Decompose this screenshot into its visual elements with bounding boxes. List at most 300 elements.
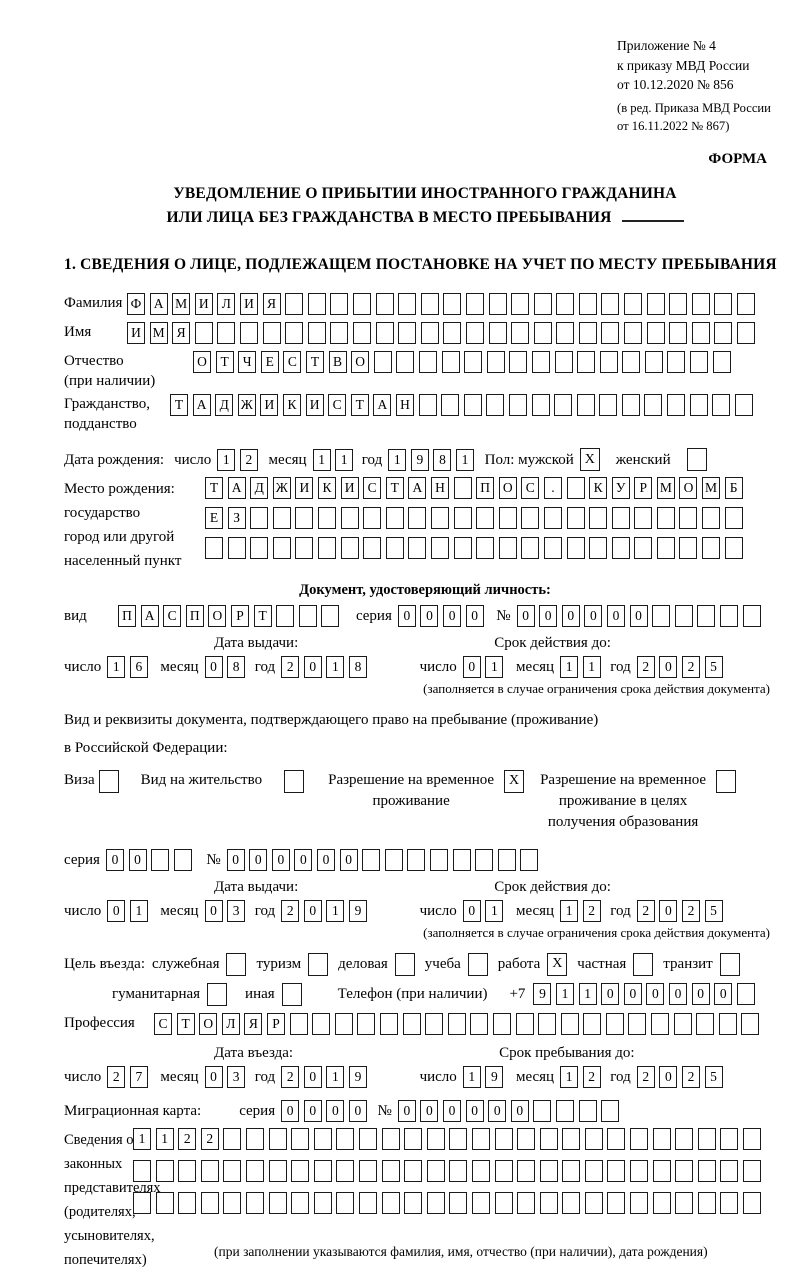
- char-box[interactable]: 1: [560, 1066, 578, 1088]
- char-box[interactable]: 0: [601, 983, 619, 1005]
- char-box[interactable]: М: [657, 477, 675, 499]
- char-box[interactable]: 2: [637, 900, 655, 922]
- char-box[interactable]: [644, 394, 662, 416]
- purpose-business-checkbox[interactable]: [395, 953, 415, 976]
- char-box[interactable]: [725, 507, 743, 529]
- char-box[interactable]: 2: [682, 656, 700, 678]
- char-box[interactable]: [713, 351, 731, 373]
- char-box[interactable]: [511, 322, 529, 344]
- char-box[interactable]: 0: [304, 900, 322, 922]
- char-box[interactable]: 5: [705, 656, 723, 678]
- char-box[interactable]: И: [306, 394, 324, 416]
- char-box[interactable]: [702, 537, 720, 559]
- char-box[interactable]: 1: [130, 900, 148, 922]
- char-box[interactable]: [579, 322, 597, 344]
- char-box[interactable]: 0: [443, 605, 461, 627]
- char-box[interactable]: [579, 1100, 597, 1122]
- char-box[interactable]: [630, 1192, 648, 1214]
- char-box[interactable]: [647, 293, 665, 315]
- char-box[interactable]: [667, 394, 685, 416]
- char-box[interactable]: [449, 1128, 467, 1150]
- char-box[interactable]: [476, 507, 494, 529]
- char-box[interactable]: М: [172, 293, 190, 315]
- char-box[interactable]: [645, 351, 663, 373]
- char-box[interactable]: Р: [231, 605, 249, 627]
- char-box[interactable]: [174, 849, 192, 871]
- char-box[interactable]: [737, 983, 755, 1005]
- char-box[interactable]: 0: [304, 1066, 322, 1088]
- char-box[interactable]: [321, 605, 339, 627]
- char-box[interactable]: [217, 322, 235, 344]
- char-box[interactable]: [314, 1128, 332, 1150]
- temp-residence-edu-checkbox[interactable]: [716, 770, 736, 793]
- char-box[interactable]: 2: [637, 1066, 655, 1088]
- char-box[interactable]: [273, 537, 291, 559]
- char-box[interactable]: П: [476, 477, 494, 499]
- char-box[interactable]: А: [228, 477, 246, 499]
- char-box[interactable]: Л: [217, 293, 235, 315]
- char-box[interactable]: [386, 507, 404, 529]
- char-box[interactable]: [336, 1192, 354, 1214]
- char-box[interactable]: 1: [107, 656, 125, 678]
- char-box[interactable]: [449, 1160, 467, 1182]
- char-box[interactable]: А: [150, 293, 168, 315]
- char-box[interactable]: [421, 322, 439, 344]
- char-box[interactable]: [735, 394, 753, 416]
- char-box[interactable]: [318, 507, 336, 529]
- char-box[interactable]: [532, 394, 550, 416]
- char-box[interactable]: [398, 322, 416, 344]
- char-box[interactable]: [318, 537, 336, 559]
- char-box[interactable]: 0: [511, 1100, 529, 1122]
- purpose-other-checkbox[interactable]: [282, 983, 302, 1006]
- char-box[interactable]: [425, 1013, 443, 1035]
- char-box[interactable]: [431, 537, 449, 559]
- char-box[interactable]: 5: [705, 900, 723, 922]
- char-box[interactable]: [419, 351, 437, 373]
- char-box[interactable]: [622, 351, 640, 373]
- char-box[interactable]: [533, 1100, 551, 1122]
- char-box[interactable]: [246, 1160, 264, 1182]
- char-box[interactable]: [382, 1128, 400, 1150]
- char-box[interactable]: [696, 1013, 714, 1035]
- char-box[interactable]: 0: [714, 983, 732, 1005]
- char-box[interactable]: 1: [326, 1066, 344, 1088]
- char-box[interactable]: [743, 605, 761, 627]
- char-box[interactable]: [493, 1013, 511, 1035]
- char-box[interactable]: 8: [349, 656, 367, 678]
- char-box[interactable]: .: [544, 477, 562, 499]
- char-box[interactable]: Ф: [127, 293, 145, 315]
- char-box[interactable]: [357, 1013, 375, 1035]
- char-box[interactable]: 0: [317, 849, 335, 871]
- char-box[interactable]: [431, 507, 449, 529]
- char-box[interactable]: Ж: [273, 477, 291, 499]
- char-box[interactable]: Д: [215, 394, 233, 416]
- char-box[interactable]: 0: [205, 900, 223, 922]
- char-box[interactable]: [743, 1128, 761, 1150]
- char-box[interactable]: [647, 322, 665, 344]
- char-box[interactable]: [600, 351, 618, 373]
- char-box[interactable]: 2: [682, 900, 700, 922]
- char-box[interactable]: [404, 1160, 422, 1182]
- char-box[interactable]: Е: [205, 507, 223, 529]
- char-box[interactable]: [408, 537, 426, 559]
- char-box[interactable]: А: [141, 605, 159, 627]
- char-box[interactable]: 0: [349, 1100, 367, 1122]
- char-box[interactable]: Д: [250, 477, 268, 499]
- char-box[interactable]: [607, 1160, 625, 1182]
- char-box[interactable]: [517, 1160, 535, 1182]
- char-box[interactable]: [562, 1192, 580, 1214]
- char-box[interactable]: 2: [201, 1128, 219, 1150]
- char-box[interactable]: 9: [349, 900, 367, 922]
- char-box[interactable]: 0: [659, 900, 677, 922]
- char-box[interactable]: [363, 537, 381, 559]
- char-box[interactable]: [487, 351, 505, 373]
- char-box[interactable]: Т: [386, 477, 404, 499]
- char-box[interactable]: 0: [669, 983, 687, 1005]
- char-box[interactable]: У: [612, 477, 630, 499]
- char-box[interactable]: [250, 537, 268, 559]
- char-box[interactable]: [359, 1128, 377, 1150]
- char-box[interactable]: [466, 322, 484, 344]
- char-box[interactable]: [291, 1128, 309, 1150]
- char-box[interactable]: [562, 1160, 580, 1182]
- char-box[interactable]: 1: [388, 449, 406, 471]
- char-box[interactable]: [624, 293, 642, 315]
- char-box[interactable]: [714, 293, 732, 315]
- char-box[interactable]: [589, 537, 607, 559]
- char-box[interactable]: [634, 537, 652, 559]
- char-box[interactable]: [567, 537, 585, 559]
- char-box[interactable]: [675, 1192, 693, 1214]
- char-box[interactable]: [341, 507, 359, 529]
- char-box[interactable]: [486, 394, 504, 416]
- char-box[interactable]: [511, 293, 529, 315]
- char-box[interactable]: 0: [398, 605, 416, 627]
- char-box[interactable]: [628, 1013, 646, 1035]
- char-box[interactable]: [353, 322, 371, 344]
- char-box[interactable]: Т: [216, 351, 234, 373]
- char-box[interactable]: [534, 322, 552, 344]
- char-box[interactable]: [246, 1192, 264, 1214]
- char-box[interactable]: [601, 322, 619, 344]
- char-box[interactable]: И: [127, 322, 145, 344]
- char-box[interactable]: П: [186, 605, 204, 627]
- char-box[interactable]: 0: [562, 605, 580, 627]
- char-box[interactable]: [561, 1013, 579, 1035]
- char-box[interactable]: 1: [335, 449, 353, 471]
- char-box[interactable]: [376, 322, 394, 344]
- char-box[interactable]: 1: [485, 900, 503, 922]
- char-box[interactable]: [285, 293, 303, 315]
- purpose-work-checkbox[interactable]: X: [547, 953, 567, 976]
- char-box[interactable]: Т: [351, 394, 369, 416]
- char-box[interactable]: З: [228, 507, 246, 529]
- char-box[interactable]: [443, 322, 461, 344]
- char-box[interactable]: [653, 1128, 671, 1150]
- char-box[interactable]: 9: [349, 1066, 367, 1088]
- char-box[interactable]: [521, 507, 539, 529]
- char-box[interactable]: 8: [227, 656, 245, 678]
- char-box[interactable]: [291, 1160, 309, 1182]
- char-box[interactable]: [690, 394, 708, 416]
- char-box[interactable]: Н: [431, 477, 449, 499]
- char-box[interactable]: [228, 537, 246, 559]
- char-box[interactable]: Е: [261, 351, 279, 373]
- char-box[interactable]: 9: [533, 983, 551, 1005]
- char-box[interactable]: 0: [443, 1100, 461, 1122]
- char-box[interactable]: [314, 1192, 332, 1214]
- char-box[interactable]: [363, 507, 381, 529]
- char-box[interactable]: 8: [433, 449, 451, 471]
- char-box[interactable]: [585, 1192, 603, 1214]
- char-box[interactable]: [454, 537, 472, 559]
- char-box[interactable]: [299, 605, 317, 627]
- char-box[interactable]: М: [150, 322, 168, 344]
- char-box[interactable]: [308, 293, 326, 315]
- char-box[interactable]: [517, 1192, 535, 1214]
- char-box[interactable]: 1: [579, 983, 597, 1005]
- char-box[interactable]: 1: [456, 449, 474, 471]
- char-box[interactable]: [585, 1128, 603, 1150]
- char-box[interactable]: [386, 537, 404, 559]
- char-box[interactable]: [295, 507, 313, 529]
- sex-male-checkbox[interactable]: X: [580, 448, 600, 471]
- char-box[interactable]: 2: [583, 900, 601, 922]
- char-box[interactable]: [697, 605, 715, 627]
- char-box[interactable]: Н: [396, 394, 414, 416]
- char-box[interactable]: [470, 1013, 488, 1035]
- char-box[interactable]: [556, 293, 574, 315]
- char-box[interactable]: [692, 293, 710, 315]
- char-box[interactable]: О: [193, 351, 211, 373]
- char-box[interactable]: В: [329, 351, 347, 373]
- char-box[interactable]: [263, 322, 281, 344]
- char-box[interactable]: 0: [398, 1100, 416, 1122]
- char-box[interactable]: 2: [240, 449, 258, 471]
- char-box[interactable]: 0: [107, 900, 125, 922]
- char-box[interactable]: А: [408, 477, 426, 499]
- char-box[interactable]: 1: [583, 656, 601, 678]
- char-box[interactable]: [291, 1192, 309, 1214]
- char-box[interactable]: [601, 1100, 619, 1122]
- char-box[interactable]: Т: [306, 351, 324, 373]
- char-box[interactable]: [382, 1192, 400, 1214]
- char-box[interactable]: 9: [485, 1066, 503, 1088]
- char-box[interactable]: 0: [463, 900, 481, 922]
- char-box[interactable]: [674, 1013, 692, 1035]
- char-box[interactable]: [353, 293, 371, 315]
- char-box[interactable]: [156, 1160, 174, 1182]
- char-box[interactable]: 1: [326, 900, 344, 922]
- char-box[interactable]: [622, 394, 640, 416]
- char-box[interactable]: 2: [281, 900, 299, 922]
- char-box[interactable]: О: [679, 477, 697, 499]
- char-box[interactable]: [698, 1160, 716, 1182]
- char-box[interactable]: 0: [607, 605, 625, 627]
- char-box[interactable]: [273, 507, 291, 529]
- char-box[interactable]: [454, 507, 472, 529]
- char-box[interactable]: [472, 1128, 490, 1150]
- char-box[interactable]: 0: [129, 849, 147, 871]
- char-box[interactable]: [698, 1192, 716, 1214]
- char-box[interactable]: [404, 1192, 422, 1214]
- char-box[interactable]: [223, 1192, 241, 1214]
- temp-residence-checkbox[interactable]: X: [504, 770, 524, 793]
- char-box[interactable]: [396, 351, 414, 373]
- char-box[interactable]: [472, 1192, 490, 1214]
- char-box[interactable]: [308, 322, 326, 344]
- char-box[interactable]: [737, 322, 755, 344]
- char-box[interactable]: [427, 1128, 445, 1150]
- sex-female-checkbox[interactable]: [687, 448, 707, 471]
- char-box[interactable]: [585, 1160, 603, 1182]
- char-box[interactable]: [374, 351, 392, 373]
- char-box[interactable]: [464, 394, 482, 416]
- char-box[interactable]: [577, 394, 595, 416]
- char-box[interactable]: Т: [254, 605, 272, 627]
- char-box[interactable]: [509, 394, 527, 416]
- char-box[interactable]: [330, 322, 348, 344]
- char-box[interactable]: 0: [517, 605, 535, 627]
- char-box[interactable]: [690, 351, 708, 373]
- char-box[interactable]: 0: [659, 1066, 677, 1088]
- char-box[interactable]: [419, 394, 437, 416]
- char-box[interactable]: Ч: [238, 351, 256, 373]
- char-box[interactable]: Р: [634, 477, 652, 499]
- char-box[interactable]: [692, 322, 710, 344]
- char-box[interactable]: [540, 1192, 558, 1214]
- char-box[interactable]: [720, 1128, 738, 1150]
- char-box[interactable]: [427, 1192, 445, 1214]
- char-box[interactable]: 0: [463, 656, 481, 678]
- char-box[interactable]: 0: [106, 849, 124, 871]
- char-box[interactable]: [657, 507, 675, 529]
- char-box[interactable]: С: [283, 351, 301, 373]
- char-box[interactable]: [714, 322, 732, 344]
- char-box[interactable]: 7: [130, 1066, 148, 1088]
- char-box[interactable]: Я: [263, 293, 281, 315]
- char-box[interactable]: 1: [217, 449, 235, 471]
- char-box[interactable]: [269, 1160, 287, 1182]
- char-box[interactable]: [624, 322, 642, 344]
- char-box[interactable]: 2: [682, 1066, 700, 1088]
- char-box[interactable]: [702, 507, 720, 529]
- char-box[interactable]: [669, 322, 687, 344]
- char-box[interactable]: [178, 1192, 196, 1214]
- char-box[interactable]: К: [318, 477, 336, 499]
- char-box[interactable]: [743, 1192, 761, 1214]
- purpose-official-checkbox[interactable]: [226, 953, 246, 976]
- char-box[interactable]: Л: [222, 1013, 240, 1035]
- char-box[interactable]: [554, 394, 572, 416]
- char-box[interactable]: [509, 351, 527, 373]
- char-box[interactable]: [544, 507, 562, 529]
- char-box[interactable]: [612, 537, 630, 559]
- char-box[interactable]: [246, 1128, 264, 1150]
- char-box[interactable]: 0: [466, 1100, 484, 1122]
- char-box[interactable]: 1: [463, 1066, 481, 1088]
- char-box[interactable]: [583, 1013, 601, 1035]
- char-box[interactable]: [466, 293, 484, 315]
- purpose-transit-checkbox[interactable]: [720, 953, 740, 976]
- char-box[interactable]: [404, 1128, 422, 1150]
- char-box[interactable]: [719, 1013, 737, 1035]
- char-box[interactable]: 0: [420, 1100, 438, 1122]
- char-box[interactable]: 0: [227, 849, 245, 871]
- char-box[interactable]: 0: [659, 656, 677, 678]
- char-box[interactable]: [516, 1013, 534, 1035]
- char-box[interactable]: [359, 1192, 377, 1214]
- char-box[interactable]: [669, 293, 687, 315]
- char-box[interactable]: 0: [420, 605, 438, 627]
- char-box[interactable]: [201, 1192, 219, 1214]
- char-box[interactable]: С: [328, 394, 346, 416]
- char-box[interactable]: [675, 605, 693, 627]
- char-box[interactable]: [521, 537, 539, 559]
- char-box[interactable]: 0: [692, 983, 710, 1005]
- char-box[interactable]: Р: [267, 1013, 285, 1035]
- char-box[interactable]: [534, 293, 552, 315]
- char-box[interactable]: Т: [170, 394, 188, 416]
- char-box[interactable]: [489, 293, 507, 315]
- char-box[interactable]: [330, 293, 348, 315]
- char-box[interactable]: [612, 507, 630, 529]
- char-box[interactable]: Ж: [238, 394, 256, 416]
- char-box[interactable]: [540, 1128, 558, 1150]
- char-box[interactable]: [454, 477, 472, 499]
- char-box[interactable]: Я: [244, 1013, 262, 1035]
- char-box[interactable]: [720, 1160, 738, 1182]
- char-box[interactable]: [567, 477, 585, 499]
- char-box[interactable]: О: [499, 477, 517, 499]
- char-box[interactable]: [725, 537, 743, 559]
- char-box[interactable]: [562, 1128, 580, 1150]
- char-box[interactable]: [376, 293, 394, 315]
- char-box[interactable]: [464, 351, 482, 373]
- char-box[interactable]: [398, 293, 416, 315]
- char-box[interactable]: О: [208, 605, 226, 627]
- char-box[interactable]: 0: [205, 656, 223, 678]
- char-box[interactable]: [657, 537, 675, 559]
- char-box[interactable]: [407, 849, 425, 871]
- char-box[interactable]: [205, 537, 223, 559]
- char-box[interactable]: П: [118, 605, 136, 627]
- char-box[interactable]: [133, 1192, 151, 1214]
- char-box[interactable]: [276, 605, 294, 627]
- char-box[interactable]: [362, 849, 380, 871]
- char-box[interactable]: [652, 605, 670, 627]
- purpose-tourism-checkbox[interactable]: [308, 953, 328, 976]
- char-box[interactable]: С: [154, 1013, 172, 1035]
- char-box[interactable]: [443, 293, 461, 315]
- char-box[interactable]: С: [363, 477, 381, 499]
- char-box[interactable]: С: [163, 605, 181, 627]
- char-box[interactable]: [495, 1160, 513, 1182]
- char-box[interactable]: [651, 1013, 669, 1035]
- char-box[interactable]: [442, 351, 460, 373]
- visa-checkbox[interactable]: [99, 770, 119, 793]
- char-box[interactable]: [675, 1160, 693, 1182]
- char-box[interactable]: [240, 322, 258, 344]
- char-box[interactable]: [495, 1192, 513, 1214]
- char-box[interactable]: [606, 1013, 624, 1035]
- char-box[interactable]: [475, 849, 493, 871]
- char-box[interactable]: И: [240, 293, 258, 315]
- char-box[interactable]: 0: [466, 605, 484, 627]
